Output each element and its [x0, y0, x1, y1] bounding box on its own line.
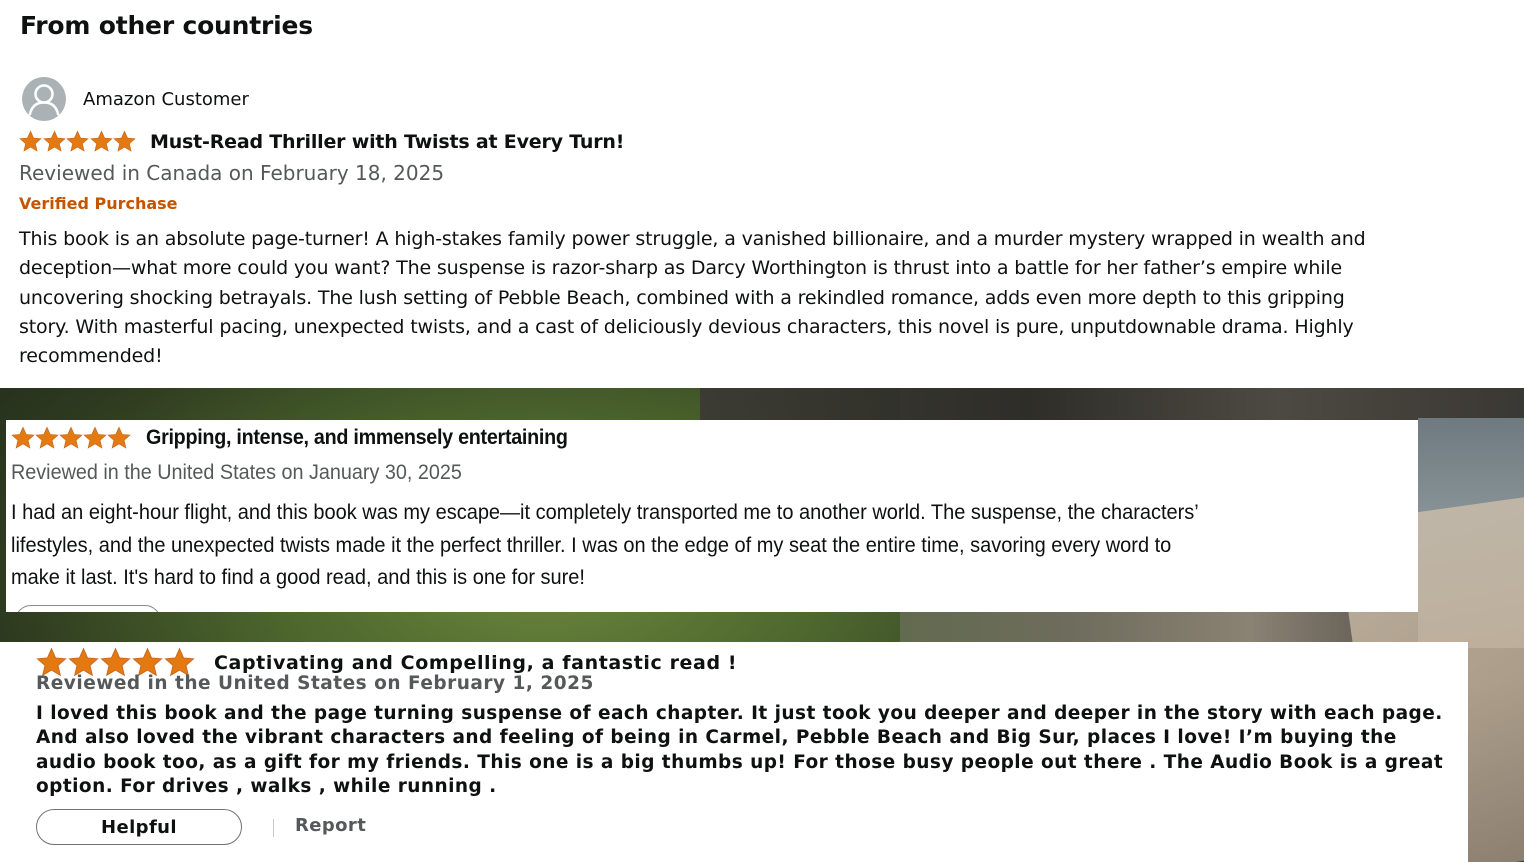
review-title[interactable]: Must-Read Thriller with Twists at Every Turn! [150, 130, 625, 153]
verified-purchase-badge: Verified Purchase [19, 194, 178, 213]
user-avatar-icon [22, 77, 66, 121]
report-link[interactable]: Report [295, 815, 367, 836]
review-card-middle [6, 420, 1418, 612]
star-rating[interactable] [19, 130, 136, 153]
review-section-top [0, 0, 1524, 388]
star-icon [107, 426, 131, 450]
action-divider [273, 819, 274, 837]
section-title: From other countries [20, 11, 313, 40]
helpful-button[interactable]: Helpful [36, 809, 242, 845]
review-rating-row [19, 130, 624, 153]
star-icon [66, 130, 89, 153]
star-icon [59, 426, 83, 450]
review-card-bottom [0, 642, 1468, 862]
review-date: Reviewed in Canada on February 18, 2025 [19, 161, 445, 185]
reviewer-profile[interactable] [22, 77, 249, 121]
review-title[interactable]: Gripping, intense, and immensely entertaining [146, 426, 568, 449]
review-date: Reviewed in the United States on January 30, 2025 [11, 460, 462, 484]
star-icon [35, 426, 59, 450]
review-rating-row [11, 426, 595, 450]
star-icon [43, 130, 66, 153]
review-date: Reviewed in the United States on February 1, 2025 [36, 673, 594, 694]
star-icon [11, 426, 35, 450]
review-body: This book is an absolute page-turner! A high-stakes family power struggle, a vanished billionaire, and a murder mystery wrapped in wealth and deception—what more could you want? The suspense is razor-sharp as Darcy Worthington is thrust into a battle for her father’s empire while uncovering shocking betrayals. The lush setting of Pebble Beach, combined with a rekindled romance, adds even more depth to this gripping story. With masterful pacing, unexpected twists, and a cast of deliciously devious characters, this novel is pure, unputdownable drama. Highly recommended! [19, 228, 1366, 368]
reviewer-name: Amazon Customer [83, 88, 249, 110]
star-icon [83, 426, 107, 450]
star-icon [90, 130, 113, 153]
star-rating[interactable] [11, 426, 131, 450]
review-body: I loved this book and the page turning suspense of each chapter. It just took you deeper and deeper in the story with each page. And also loved the vibrant characters and feeling of being in Carmel, Pebble Beach and Big Sur, places I love! I’m buying the audio book too, as a gift for my friends. This one is a big thumbs up! For those busy people out there . The Audio Book is a great option. For drives , walks , while running . [36, 703, 1444, 797]
review-title[interactable]: Captivating and Compelling, a fantastic read ! [214, 651, 738, 674]
star-icon [113, 130, 136, 153]
review-body: I had an eight-hour flight, and this book was my escape—it completely transported me to another world. The suspense, the characters’ lifestyles, and the unexpected twists made it the perfect thriller. I was on the edge of my seat the entire time, savoring every word to make it last. It's hard to find a good read, and this is one for sure! [11, 500, 1199, 589]
star-icon [19, 130, 42, 153]
helpful-button-partial[interactable] [15, 605, 161, 612]
